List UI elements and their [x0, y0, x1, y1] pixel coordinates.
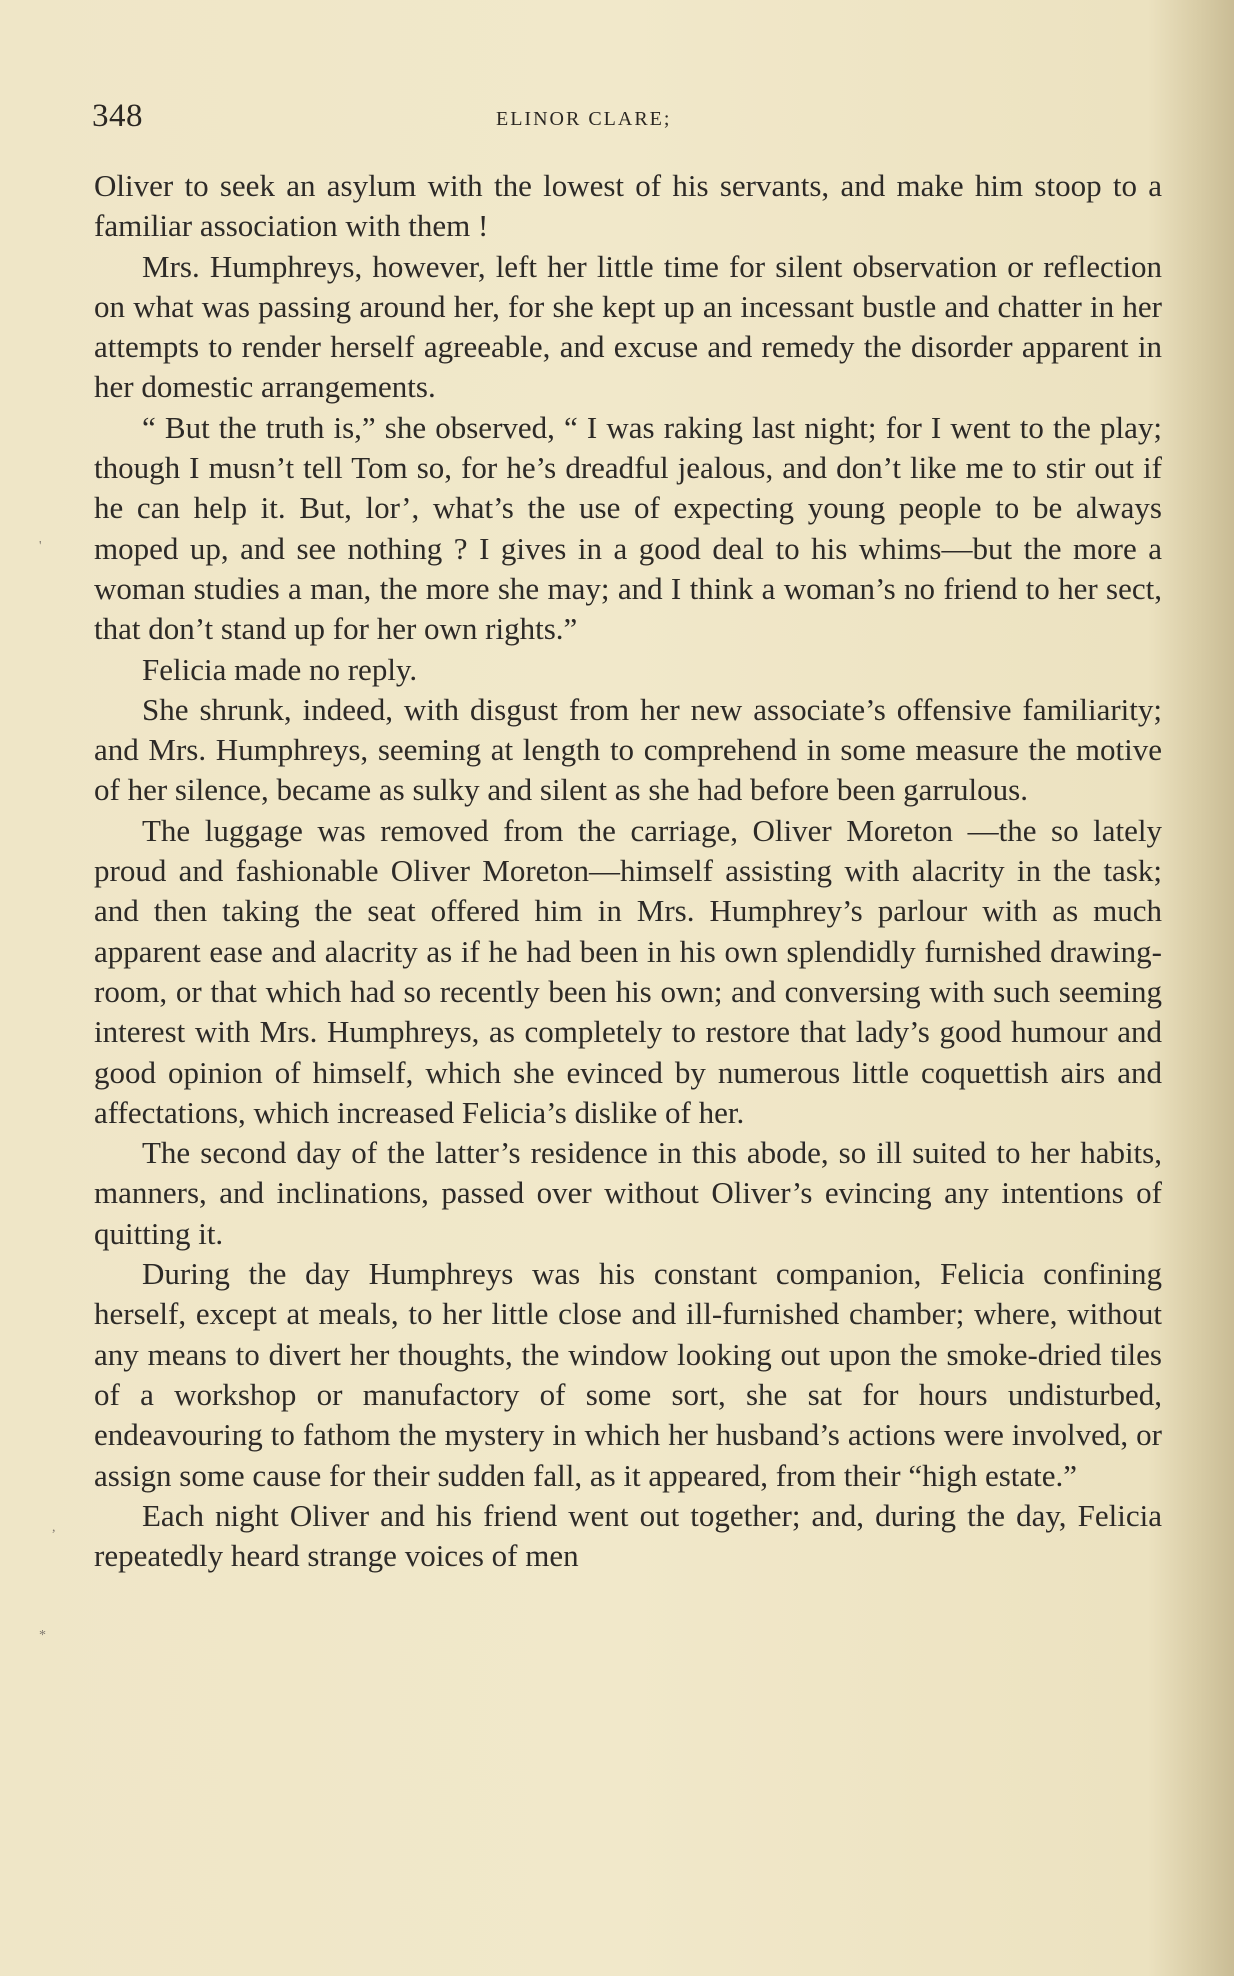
- margin-speck: *: [39, 1628, 46, 1643]
- body-text: [94, 166, 1162, 1906]
- margin-speck: ': [39, 539, 42, 554]
- paragraph-6: The luggage was removed from the carriage, Oliver Moreton —the so lately proud and fashionable Oliver Moreton—himself assisting with alacrity in the task; and then taking the seat offered him in Mrs. Humphrey’s parlour with as much apparent ease and alacrity as if he had been in his own splendidly furnished drawing-room, or that which had so recently been his own; and conversing with such seeming interest with Mrs. Humphreys, as completely to restore that lady’s good humour and good opinion of himself, which she evinced by numerous little coquettish airs and affectations, which increased Felicia’s dislike of her.: [94, 812, 1162, 1130]
- margin-speck: ,: [52, 1520, 56, 1535]
- page-number: 348: [92, 98, 143, 134]
- paragraph-9: Each night Oliver and his friend went out together; and, during the day, Felicia repeatedly heard strange voices of men: [94, 1497, 1162, 1574]
- paragraph-3: “ But the truth is,” she observed, “ I was raking last night; for I went to the play; though I musn’t tell Tom so, for he’s dreadful jealous, and don’t like me to stir out if he can help it. But, lor’, what’s the use of expecting young people to be always moped up, and see nothing ? I gives in a good deal to his whims—but the more a woman studies a man, the more she may; and I think a woman’s no friend to her sect, that don’t stand up for her own rights.”: [94, 409, 1162, 647]
- paragraph-8: During the day Humphreys was his constant companion, Felicia confining herself, except at meals, to her little close and ill-furnished chamber; where, without any means to divert her thoughts, the window looking out upon the smoke-dried tiles of a workshop or manufactory of some sort, she sat for hours undisturbed, endeavouring to fathom the mystery in which her husband’s actions were involved, or assign some cause for their sudden fall, as it appeared, from their “high estate.”: [94, 1256, 1162, 1493]
- paragraph-2: Mrs. Humphreys, however, left her little time for silent observation or reflection on what was passing around her, for she kept up an incessant bustle and chatter in her attempts to render herself agreeable, and excuse and remedy the disorder apparent in her domestic arrangements.: [94, 248, 1162, 405]
- paragraph-5: She shrunk, indeed, with disgust from her new associate’s offensive familiarity; and Mrs. Humphreys, seeming at length to comprehend in some measure the motive of her silence, became as sulky and silent as she had before been garrulous.: [94, 691, 1162, 808]
- page-header: [92, 98, 1162, 142]
- paragraph-4: Felicia made no reply.: [142, 651, 418, 687]
- paragraph-7: The second day of the latter’s residence in this abode, so ill suited to her habits, manners, and inclinations, passed over without Oliver’s evincing any intentions of quitting it.: [94, 1135, 1162, 1251]
- paragraph-1: Oliver to seek an asylum with the lowest of his servants, and make him stoop to a familiar association with them !: [94, 168, 1162, 244]
- running-head: ELINOR CLARE;: [496, 108, 672, 130]
